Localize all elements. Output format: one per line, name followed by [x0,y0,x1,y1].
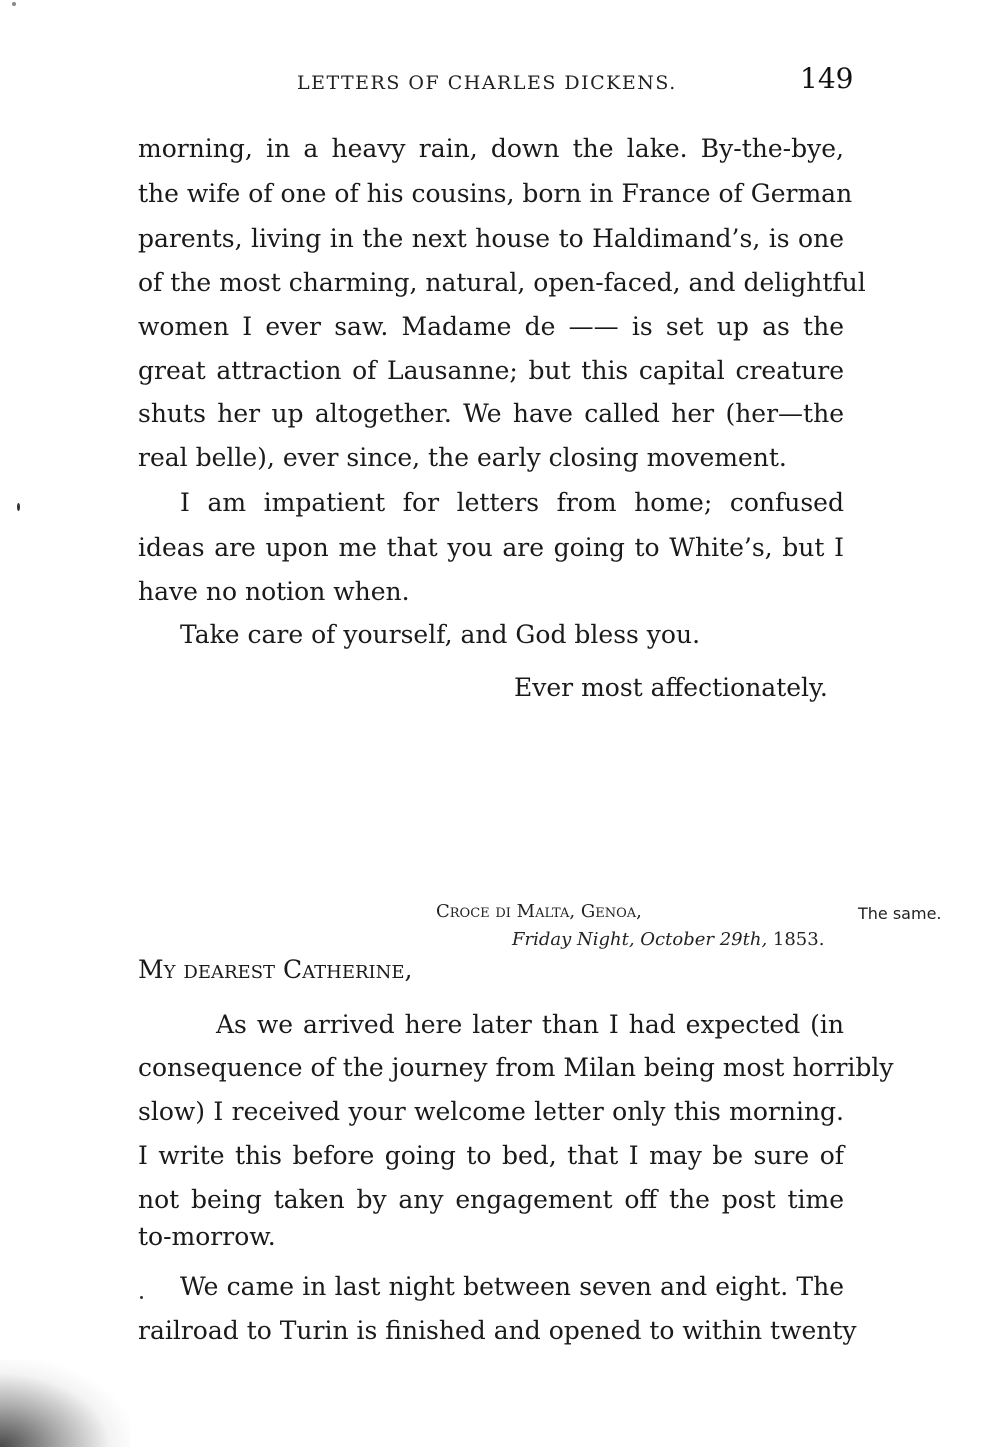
scan-speck [12,2,16,6]
text-line: shuts her up altogether. We have called her (her—the [138,399,844,428]
text-line: We came in last night between seven and eight. The [180,1272,844,1301]
page-number: 149 [800,62,854,95]
letter-date-day: 29th, [719,929,768,950]
text-line: ideas are upon me that you are going to White’s, but I [138,533,844,562]
text-line: real belle), ever since, the early closing movement. [138,443,787,472]
margin-note: The same. [858,904,942,923]
text-line: of the most charming, natural, open-faced, and delightful [138,268,866,297]
text-line: great attraction of Lausanne; but this capital creature [138,356,844,385]
text-line: railroad to Turin is finished and opened to within twenty [138,1316,857,1345]
text-line: morning, in a heavy rain, down the lake. By-the-bye, [138,134,844,163]
page-header [0,62,1000,102]
text-line: the wife of one of his cousins, born in France of German [138,179,853,208]
closing-line: Ever most affectionately. [514,673,828,702]
running-title: LETTERS OF CHARLES DICKENS. [297,72,677,94]
text-line: parents, living in the next house to Haldimand’s, is one [138,224,844,253]
letter-date-weekday: Friday Night, October [512,929,714,950]
text-line: not being taken by any engagement off the post time [138,1185,844,1214]
text-line: to-morrow. [138,1222,276,1251]
text-line: I write this before going to bed, that I may be sure of [138,1141,844,1170]
text-line: consequence of the journey from Milan being most horribly [138,1053,894,1082]
scan-speck [17,503,20,511]
text-line: slow) I received your welcome letter only this morning. [138,1097,844,1126]
text-line: have no notion when. [138,577,410,606]
text-line: women I ever saw. Madame de —— is set up as the [138,312,844,341]
scan-edge-shadow [0,1360,130,1447]
letter-date [512,929,824,950]
paragraph-3: Take care of yourself, and God bless you. [180,620,701,649]
letter-date-year: 1853. [772,929,825,950]
text-line: As we arrived here later than I had expected (in [216,1010,844,1039]
letter-place: Croce di Malta, Genoa, [436,901,642,922]
text-line: I am impatient for letters from home; confused [180,488,844,517]
scan-speck [140,1296,143,1299]
salutation: My dearest Catherine, [138,955,413,984]
